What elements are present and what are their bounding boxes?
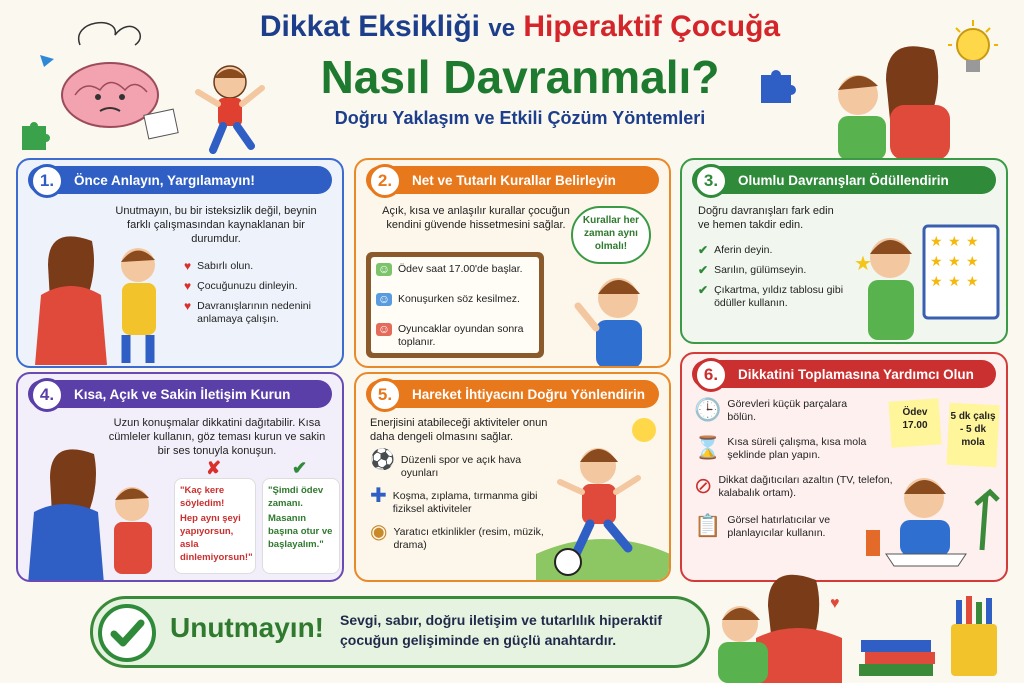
banner-title: Unutmayın! — [170, 612, 324, 643]
title-part2: ve — [488, 15, 516, 42]
boy-playing-football-illustration — [536, 414, 670, 582]
boy-studying-illustration — [866, 464, 1006, 576]
right-example-line2: Masanın başına otur ve başlayalım." — [268, 513, 333, 550]
check-icon: ✔ — [698, 243, 709, 257]
toy-icon: ☺ — [377, 322, 391, 336]
check-icon — [98, 604, 156, 662]
svg-text:★: ★ — [948, 233, 961, 249]
list-item: 📋 Görsel hatırlatıcılar ve planlayıcılar kullanın. — [694, 513, 831, 539]
title-part3: Hiperaktif Çocuğa — [523, 10, 781, 43]
sticky-note-text: 5 dk çalış - 5 dk mola — [950, 411, 996, 448]
list-item: ✔ Çıkartma, yıldız tablosu gibi ödüller kullanın. — [698, 283, 844, 309]
list-item: ♥ Sabırlı olun. — [184, 259, 254, 273]
card-title: Kısa, Açık ve Sakin İletişim Kurun — [74, 386, 291, 402]
card-intro: Enerjisini atabileceği aktiviteler onun daha dengeli olmasını sağlar. — [370, 417, 548, 443]
books-pencils-illustration — [855, 590, 1015, 680]
card-movement — [354, 372, 671, 582]
heart-icon: ♥ — [184, 279, 192, 293]
svg-text:★: ★ — [930, 273, 943, 289]
card-intro: Uzun konuşmalar dikkatini dağıtabilir. Kısa cümleler kullanın, göz teması kurun ve sakin bir ses tonuyla konuşun. — [108, 417, 326, 457]
list-item: ⌛ Kısa süreli çalışma, kısa mola şeklinde plan yapın. — [694, 435, 867, 461]
check-icon: ✔ — [292, 458, 308, 478]
no-phone-icon: ⊘ — [694, 473, 713, 498]
banner-text: Sevgi, sabır, doğru iletişim ve tutarlılık hiperaktif çocuğun gelişiminde en güçlü anahtardır. — [340, 612, 663, 648]
svg-text:★: ★ — [966, 233, 979, 249]
paper-icon — [142, 108, 182, 144]
card-intro: Unutmayın, bu bir isteksizlik değil, beynin farklı çalışmasından kaynaklanan bir durumdur. — [115, 205, 317, 245]
svg-text:★: ★ — [930, 253, 943, 269]
mother-talking-illustration — [22, 434, 172, 582]
list-item: ✚ Koşma, zıplama, tırmanma gibi fiziksel aktiviteler — [370, 485, 538, 515]
hugging-illustration — [700, 568, 850, 683]
svg-text:★: ★ — [930, 233, 943, 249]
card-reward — [680, 158, 1008, 344]
puzzle-icon — [18, 118, 52, 152]
heart-icon: ♥ — [184, 259, 192, 273]
rule-item: ☺ Ödev saat 17.00'de başlar. — [377, 262, 523, 276]
svg-text:★: ★ — [854, 253, 872, 275]
card-intro: Doğru davranışları fark edin ve hemen takdir edin. — [698, 205, 834, 231]
boy-pointing-illustration — [566, 268, 661, 368]
card-title: Net ve Tutarlı Kurallar Belirleyin — [412, 172, 616, 188]
list-item: ♥ Çocuğunuzu dinleyin. — [184, 279, 298, 293]
list-item: 🕒 Görevleri küçük parçalara bölün. — [694, 397, 848, 423]
bubble-text: Kurallar her zaman aynı olmalı! — [582, 215, 640, 252]
clock-icon: 🕒 — [694, 397, 722, 422]
mother-child-illustration — [810, 30, 960, 160]
check-icon: ✔ — [698, 263, 709, 277]
card-title: Dikkatini Toplamasına Yardımcı Olun — [738, 366, 974, 382]
list-item: ✔ Aferin deyin. — [698, 243, 773, 257]
list-item: ⚽ Düzenli spor ve açık hava oyunları — [370, 449, 522, 479]
card-number: 6. — [694, 358, 728, 392]
card-number: 4. — [30, 378, 64, 412]
page-title-line1 — [190, 10, 850, 44]
card-header — [28, 166, 332, 194]
puzzle-icon: ✚ — [370, 485, 387, 507]
card-focus — [680, 352, 1008, 582]
mother-listening-illustration — [26, 220, 176, 365]
card-title: Hareket İhtiyacını Doğru Yönlendirin — [412, 386, 646, 402]
card-number: 1. — [30, 164, 64, 198]
card-number: 2. — [368, 164, 402, 198]
svg-text:★: ★ — [966, 273, 979, 289]
card-header — [366, 166, 659, 194]
card-header — [366, 380, 659, 408]
heart-icon: ♥ — [184, 299, 192, 313]
wrong-example-line2: Hep aynı şeyi yapıyorsun, asla dinlemiyorsun!" — [180, 513, 253, 563]
list-item: ◉ Yaratıcı etkinlikler (resim, müzik, drama) — [370, 521, 544, 551]
right-example-line1: "Şimdi ödev zamanı. — [268, 485, 324, 509]
palette-icon: ◉ — [370, 521, 388, 543]
page-title-line2: Nasıl Davranmalı? — [320, 51, 720, 103]
rule-item: ☺ Konuşurken söz kesilmez. — [377, 292, 520, 306]
smile-icon: ☺ — [377, 262, 391, 276]
sticky-note-text: Ödev 17.00 — [902, 407, 928, 431]
list-item: ♥ Davranışlarının nedenini anlamaya çalışın. — [184, 299, 311, 325]
wrong-example-line1: "Kaç kere söyledim! — [180, 485, 225, 509]
card-number: 3. — [694, 164, 728, 198]
boy-star-chart-illustration — [850, 220, 1005, 340]
list-item: ⊘ Dikkat dağıtıcıları azaltın (TV, telefon, kalabalık ortam). — [694, 473, 893, 499]
cross-icon: ✘ — [206, 458, 222, 478]
card-communication — [16, 372, 344, 582]
card-title: Olumlu Davranışları Ödüllendirin — [738, 172, 949, 188]
svg-text:★: ★ — [966, 253, 979, 269]
football-icon: ⚽ — [370, 449, 395, 471]
list-item: ✔ Sarılın, gülümseyin. — [698, 263, 807, 277]
card-header — [28, 380, 332, 408]
card-understand — [16, 158, 344, 368]
card-header — [692, 360, 996, 388]
svg-text:♥: ♥ — [830, 595, 840, 612]
card-intro: Açık, kısa ve anlaşılır kurallar çocuğun kendini güvende hissetmesini sağlar. — [382, 205, 570, 231]
title-part1: Dikkat Eksikliği — [259, 10, 480, 43]
svg-text:★: ★ — [948, 273, 961, 289]
hourglass-icon: ⌛ — [694, 435, 722, 460]
check-icon: ✔ — [698, 283, 709, 297]
card-title: Önce Anlayın, Yargılamayın! — [74, 172, 255, 188]
clipboard-icon: 📋 — [694, 513, 722, 538]
rule-item: ☺ Oyuncaklar oyundan sonra toplanır. — [377, 322, 524, 348]
lightbulb-icon — [948, 20, 998, 90]
card-rules — [354, 158, 671, 368]
page-subtitle: Doğru Yaklaşım ve Etkili Çözüm Yöntemleri — [334, 108, 706, 128]
card-header — [692, 166, 996, 194]
svg-text:★: ★ — [948, 253, 961, 269]
card-number: 5. — [368, 378, 402, 412]
talk-icon: ☺ — [377, 292, 391, 306]
